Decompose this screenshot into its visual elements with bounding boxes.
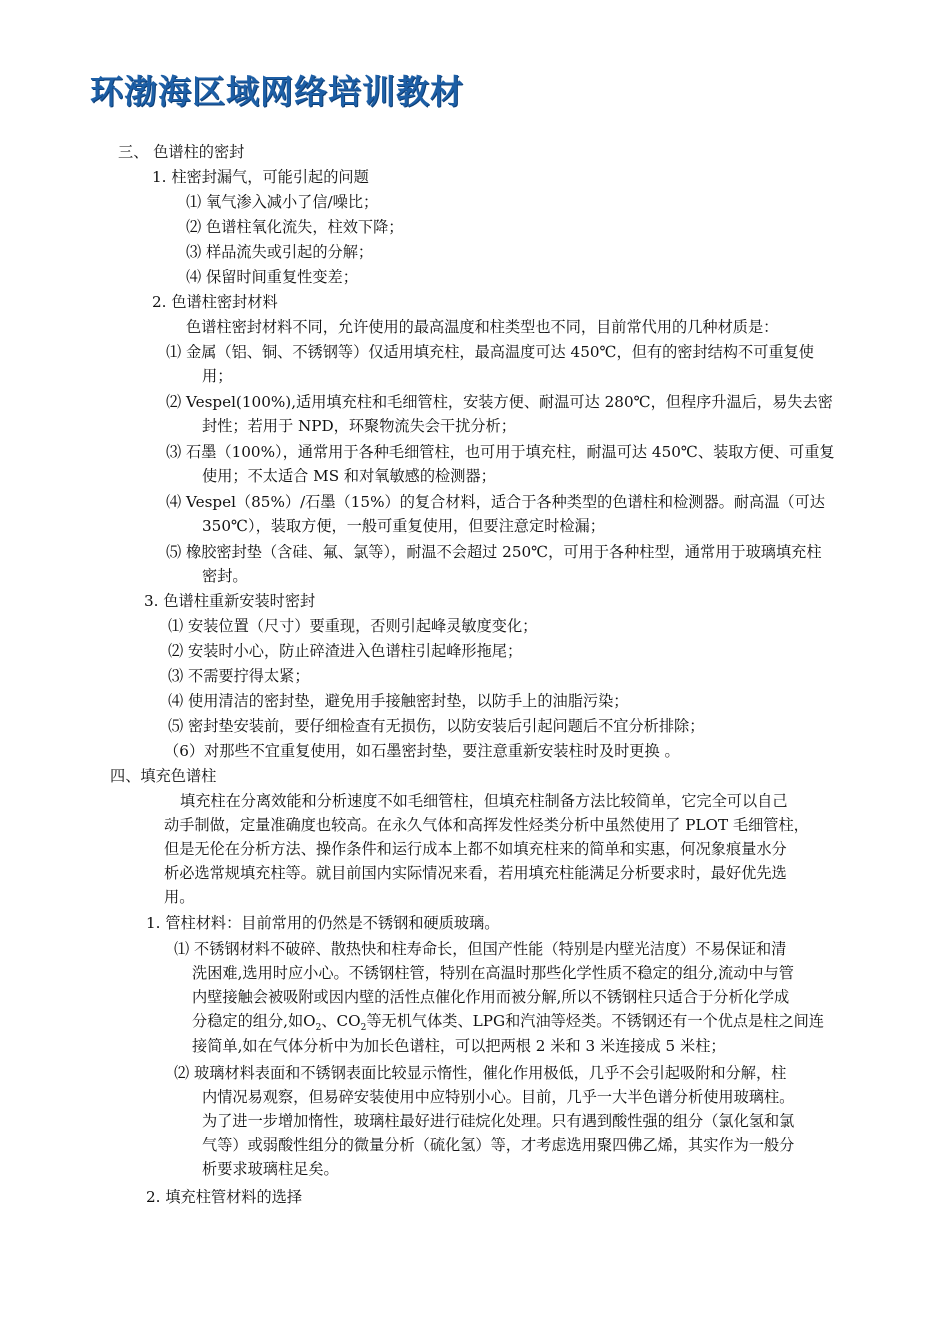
paragraph-line: 填充柱在分离效能和分析速度不如毛细管柱，但填充柱制备方法比较简单，它完全可以自己 xyxy=(180,792,788,810)
list-item: ⑸ 橡胶密封垫（含硅、氟、氯等），耐温不会超过 250℃，可用于各种柱型，通常用于玻璃填充柱 xyxy=(166,543,822,561)
list-item-continuation: 为了进一步增加惰性，玻璃柱最好进行硅烷化处理。只有遇到酸性强的组分（氯化氢和氯 xyxy=(202,1112,795,1130)
list-item: ⑷ 使用清洁的密封垫，避免用手接触密封垫，以防手上的油脂污染； xyxy=(168,692,629,710)
section-heading: 三、 色谱柱的密封 xyxy=(118,143,245,161)
list-item-continuation: 内情况易观察，但易碎安装使用中应特别小心。目前，几乎一大半色谱分析使用玻璃柱。 xyxy=(202,1088,795,1106)
list-item-continuation: 封性；若用于 NPD，环聚物流失会干扰分析； xyxy=(202,417,516,435)
document-logo: 环渤海区域网络培训教材 xyxy=(90,72,464,111)
list-item: ⑴ 不锈钢材料不破碎、散热快和柱寿命长，但国产性能（特别是内壁光洁度）不易保证和清 xyxy=(174,940,787,958)
paragraph-line: 用。 xyxy=(164,888,195,906)
formula-text: 分稳定的组分,如O xyxy=(192,1012,316,1030)
list-item: ⑷ 保留时间重复性变差； xyxy=(186,268,358,286)
subsection-heading: 3. 色谱柱重新安装时密封 xyxy=(144,592,316,610)
paragraph-line: 析必选常规填充柱等。就目前国内实际情况来看，若用填充柱能满足分析要求时，最好优先选 xyxy=(164,864,787,882)
subsection-heading: 1. 管柱材料：目前常用的仍然是不锈钢和硬质玻璃。 xyxy=(146,914,500,932)
list-item-continuation: 密封。 xyxy=(202,567,248,585)
subscript: 2 xyxy=(360,1023,367,1033)
list-item-continuation: 内壁接触会被吸附或因内壁的活性点催化作用而被分解,所以不锈钢柱只适合于分析化学成 xyxy=(192,988,790,1006)
list-item: ⑴ 氧气渗入减小了信/噪比； xyxy=(186,193,379,211)
list-item: ⑵ 色谱柱氧化流失，柱效下降； xyxy=(186,218,404,236)
list-item: ⑷ Vespel（85%）/石墨（15%）的复合材料，适合于各种类型的色谱柱和检测器。耐高温（可达 xyxy=(166,493,825,511)
list-item-continuation: 洗困难,选用时应小心。不锈钢柱管，特别在高温时那些化学性质不稳定的组分,流动中与管 xyxy=(192,964,794,982)
formula-text: 、CO xyxy=(321,1012,361,1030)
list-item: ⑴ 金属（铝、铜、不锈钢等）仅适用填充柱，最高温度可达 450℃，但有的密封结构不可重复使 xyxy=(166,343,814,361)
subsection-heading: 2. 填充柱管材料的选择 xyxy=(146,1188,303,1206)
subscript: 2 xyxy=(315,1023,322,1033)
list-item-continuation: 用； xyxy=(202,367,233,385)
list-item: ⑴ 安装位置（尺寸）要重现，否则引起峰灵敏度变化； xyxy=(168,617,538,635)
formula-text: 等无机气体类、LPG和汽油等烃类。不锈钢还有一个优点是柱之间连 xyxy=(366,1012,825,1030)
list-item: ⑶ 不需要拧得太紧； xyxy=(168,667,310,685)
list-item-continuation: 使用；不太适合 MS 和对氧敏感的检测器； xyxy=(202,467,496,485)
list-item: ⑵ Vespel(100%),适用填充柱和毛细管柱，安装方便、耐温可达 280℃，但程序升温后，易失去密 xyxy=(166,393,833,411)
list-item-continuation: 接简单,如在气体分析中为加长色谱柱，可以把两根 2 米和 3 米连接成 5 米柱； xyxy=(192,1037,726,1055)
subsection-heading: 2. 色谱柱密封材料 xyxy=(152,293,278,311)
list-item: ⑵ 玻璃材料表面和不锈钢表面比较显示惰性，催化作用极低，几乎不会引起吸附和分解，柱 xyxy=(174,1064,787,1082)
list-item: ⑵ 安装时小心，防止碎渣进入色谱柱引起峰形拖尾； xyxy=(168,642,523,660)
section-heading: 四、填充色谱柱 xyxy=(110,767,217,785)
list-item-continuation: 析要求玻璃柱足矣。 xyxy=(202,1160,339,1178)
list-item: ⑶ 样品流失或引起的分解； xyxy=(186,243,374,261)
paragraph-line: 动手制做，定量准确度也较高。在永久气体和高挥发性烃类分析中虽然使用了 PLOT 毛细管柱， xyxy=(164,816,809,834)
paragraph-line: 色谱柱密封材料不同，允许使用的最高温度和柱类型也不同，目前常代用的几种材质是： xyxy=(186,318,779,336)
subsection-heading: 1. 柱密封漏气，可能引起的问题 xyxy=(152,168,369,186)
list-item: ⑸ 密封垫安装前，要仔细检查有无损伤，以防安装后引起问题后不宜分析排除； xyxy=(168,717,705,735)
paragraph-line: 但是无伦在分析方法、操作条件和运行成本上都不如填充柱来的简单和实惠，何况象痕量水分 xyxy=(164,840,787,858)
list-item: ⑶ 石墨（100%），通常用于各种毛细管柱，也可用于填充柱，耐温可达 450℃、装取方便、可重复 xyxy=(166,443,835,461)
list-item: （6）对那些不宜重复使用，如石墨密封垫，要注意重新安装柱时及时更换 。 xyxy=(164,742,680,760)
list-item-continuation: 气等）或弱酸性组分的微量分析（硫化氢）等，才考虑选用聚四佛乙烯，其实作为一般分 xyxy=(202,1136,795,1154)
list-item-continuation: 350℃），装取方便，一般可重复使用，但要注意定时检漏； xyxy=(202,517,605,535)
